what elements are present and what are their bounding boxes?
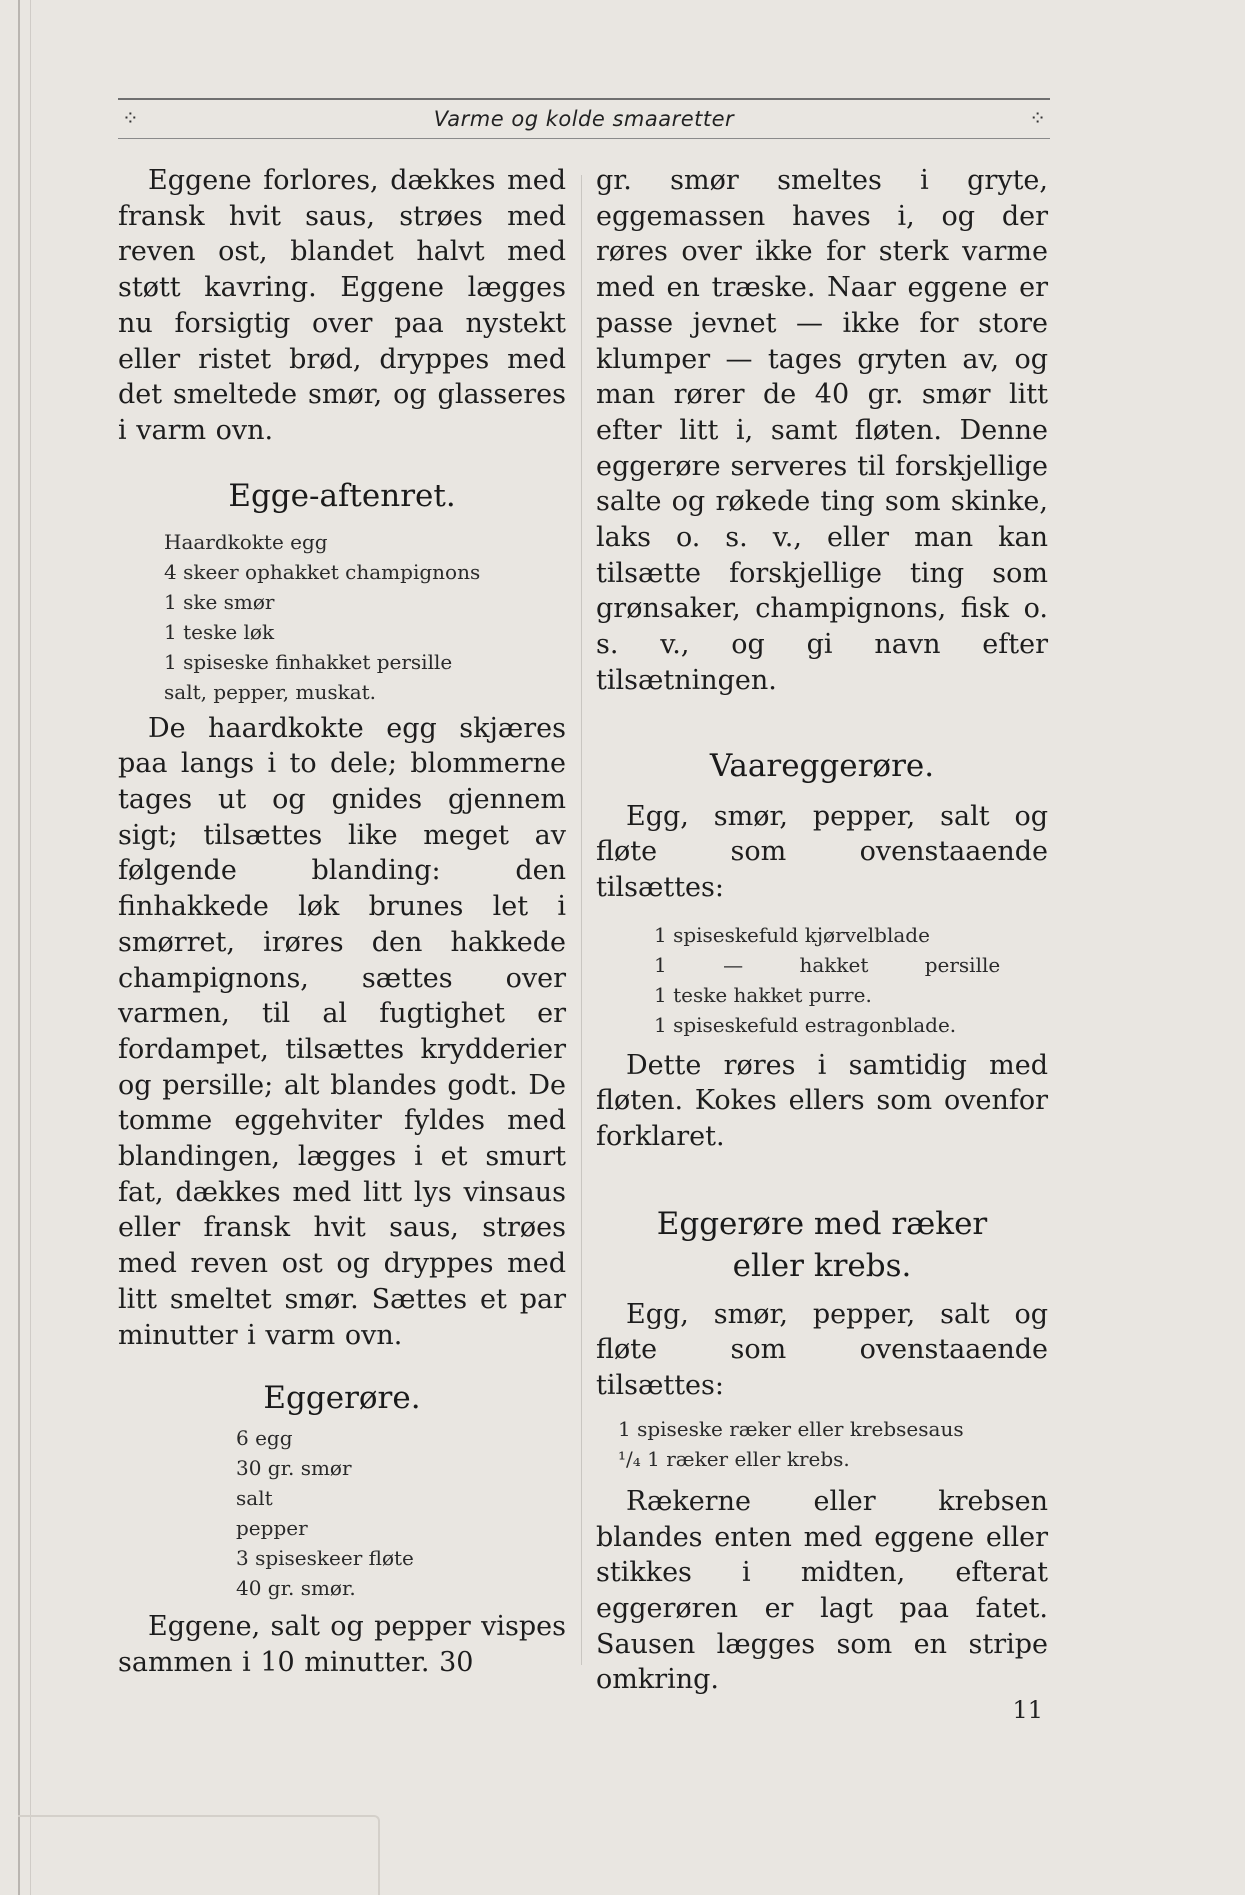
ingredient-item: Haardkokte egg	[164, 529, 328, 554]
ingredient-item: 1 teske løk	[164, 619, 275, 644]
ingredients-raeker	[618, 1414, 1048, 1474]
ornament-left-icon: ⁘	[122, 106, 139, 130]
ingredients-eggerore	[236, 1423, 566, 1603]
ornament-right-icon: ⁘	[1029, 106, 1046, 130]
raeker-paragraph-2: Rækerne eller krebsen blandes enten med eggene eller stikkes i midten, efterat eggerøren er lagt paa fatet. Sausen lægges som en stripe omkring.	[596, 1485, 1048, 1696]
left-column	[118, 163, 566, 1681]
page-corner-mark	[18, 1815, 380, 1895]
book-spine	[18, 0, 31, 1895]
ingredient-item: pepper	[236, 1516, 308, 1541]
ingredients-egge-aftenret	[164, 527, 566, 707]
right-column	[596, 163, 1048, 1698]
ingredient-item: 1 spiseskefuld estragonblade.	[654, 1012, 957, 1037]
eggerore-paragraph: Eggene, salt og pepper vispes sammen i 10 minutter. 30	[118, 1611, 566, 1678]
heading-egge-aftenret: Egge-aftenret.	[228, 477, 456, 514]
page-number: 11	[1012, 1696, 1043, 1724]
heading-vaareggerore: Vaareggerøre.	[709, 747, 935, 784]
raeker-paragraph: Egg, smør, pepper, salt og fløte som ovenstaaende tilsættes:	[596, 1298, 1048, 1402]
ingredient-item: 1 ske smør	[164, 589, 275, 614]
running-header	[118, 98, 1050, 139]
continuation-paragraph: gr. smør smeltes i gryte, eggemassen haves i, og der røres over ikke for sterk varme med en træske. Naar eggene er passe jevnet — ikke for store klumper — tages gryten av, og man rører de 40 gr. smør litt efter litt i, samt fløten. Denne eggerøre serveres til forskjellige salte og røkede ting som skinke, laks o. s. v., eller man kan tilsætte forskjellige ting som grønsaker, champignons, fisk o. s. v., og gi navn efter tilsætningen.	[596, 165, 1048, 696]
ingredient-item: 6 egg	[236, 1426, 293, 1451]
heading-eggerore-med-raeker-line1: Eggerøre med ræker	[656, 1205, 988, 1242]
ingredient-item: salt	[236, 1486, 273, 1511]
vaareggerore-paragraph-2: Dette røres i samtidig med fløten. Kokes ellers som ovenfor forklaret.	[596, 1049, 1048, 1153]
ingredient-item: 30 gr. smør	[236, 1456, 352, 1481]
column-divider	[581, 175, 582, 1665]
intro-paragraph: Eggene forlores, dækkes med fransk hvit saus, strøes med reven ost, blandet halvt med støtt kavring. Eggene lægges nu forsigtig over paa nystekt eller ristet brød, dryppes med det smeltede smør, og glasseres i varm ovn.	[118, 165, 566, 446]
ingredient-item: 1 — hakket persille	[654, 952, 1001, 977]
ingredients-vaareggerore	[654, 920, 1048, 1040]
ingredient-item: 1 spiseskefuld kjørvelblade	[654, 922, 930, 947]
running-title: Varme og kolde smaaretter	[433, 107, 735, 131]
ingredient-item: 1 teske hakket purre.	[654, 982, 872, 1007]
ingredient-item: ¹/₄ 1 ræker eller krebs.	[618, 1446, 850, 1471]
egge-aftenret-paragraph: De haardkokte egg skjæres paa langs i to dele; blommerne tages ut og gnides gjennem sigt; tilsættes like meget av følgende blanding: den finhakkede løk brunes let i smørret, irøres den hakkede champignons, sættes over varmen, til al fugtighet er fordampet, tilsættes krydderier og persille; alt blandes godt. De tomme eggehviter fyldes med blandingen, lægges i et smurt fat, dækkes med litt lys vinsaus eller fransk hvit saus, strøes med reven ost og dryppes med litt smeltet smør. Sættes et par minutter i varm ovn.	[118, 712, 566, 1351]
ingredient-item: salt, pepper, muskat.	[164, 679, 377, 704]
vaareggerore-paragraph: Egg, smør, pepper, salt og fløte som ovenstaaende tilsættes:	[596, 800, 1048, 903]
ingredient-item: 3 spiseskeer fløte	[236, 1546, 414, 1571]
heading-eggerore: Eggerøre.	[263, 1380, 421, 1417]
ingredient-item: 40 gr. smør.	[236, 1576, 356, 1601]
ingredient-item: 4 skeer ophakket champignons	[164, 559, 481, 584]
ingredient-item: 1 spiseske ræker eller krebsesaus	[618, 1416, 964, 1441]
heading-eggerore-med-raeker-line2: eller krebs.	[732, 1247, 912, 1284]
ingredient-item: 1 spiseske finhakket persille	[164, 649, 453, 674]
